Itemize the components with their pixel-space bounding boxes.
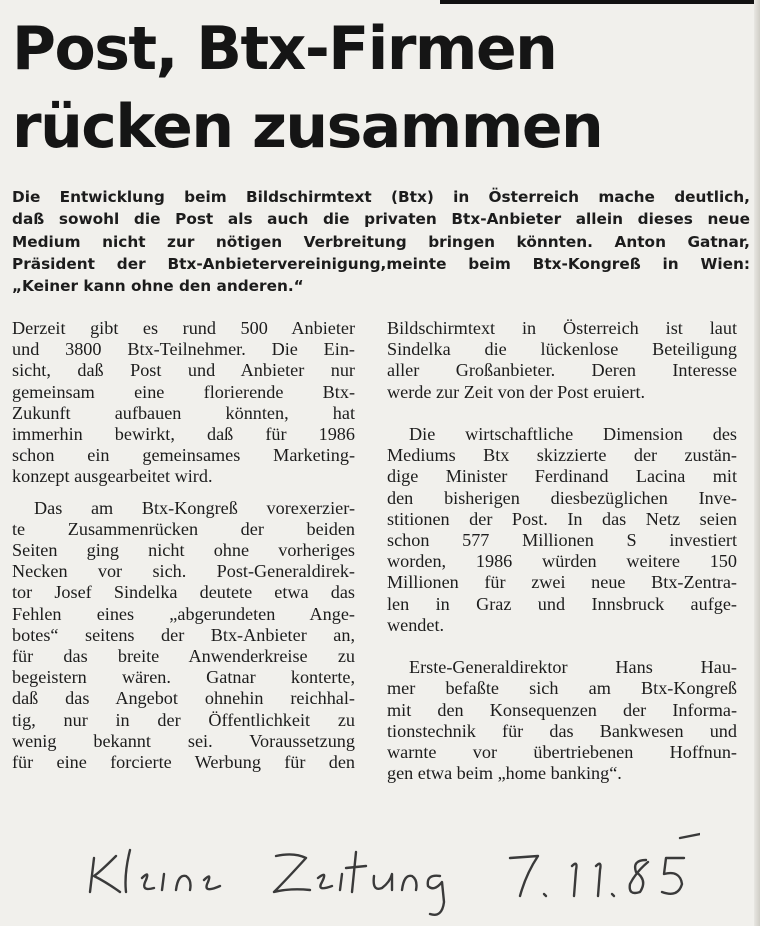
- text-line: gemeinsam eine florierende Btx-: [12, 381, 355, 402]
- lead-line: Die Entwicklung beim Bildschirmtext (Btx) in Österreich mache deutlich,: [12, 188, 750, 206]
- text-line: botes“ seitens der Btx-Anbieter an,: [12, 624, 355, 645]
- text-line: Zukunft aufbauen könnten, hat: [12, 402, 355, 423]
- lead-line: daß sowohl die Post als auch die privaten Btx-Anbieter allein dieses neue: [12, 210, 750, 229]
- text-line: worden, 1986 würden weitere 150: [387, 551, 737, 572]
- text-line: mer befaßte sich am Btx-Kongreß: [387, 678, 737, 699]
- text-line: Das am Btx-Kongreß vorexerzier-: [34, 497, 355, 518]
- text-line: aller Großanbieter. Deren Interesse: [387, 360, 737, 381]
- text-line: Derzeit gibt es rund 500 Anbieter: [12, 318, 355, 338]
- text-line: sicht, daß Post und Anbieter nur: [12, 360, 355, 381]
- handwritten-signature: [80, 830, 700, 920]
- paragraph-gap: [12, 488, 355, 498]
- text-line: tig, nur in der Öffentlichkeit zu: [12, 709, 355, 730]
- lead-line: Präsident der Btx-Anbietervereinigung,meinte beim Btx-Kongreß in Wien:: [12, 254, 750, 273]
- text-line: für eine forcierte Werbung für den: [12, 752, 355, 773]
- right-paragraph-3: [387, 657, 737, 784]
- text-line: wenig bekannt sei. Voraussetzung: [12, 730, 355, 751]
- text-line: gen etwa beim „home banking“.: [387, 763, 622, 784]
- article-column-right: [387, 318, 737, 784]
- text-line: Sindelka die lückenlose Beteiligung: [387, 339, 737, 360]
- text-line: schon 577 Millionen S investiert: [387, 530, 737, 551]
- text-line: Bildschirmtext in Österreich ist laut: [387, 318, 737, 338]
- headline: [12, 10, 748, 166]
- text-line: Fehlen eines „abgerundeten Ange-: [12, 603, 355, 624]
- text-line: werde zur Zeit von der Post eruiert.: [387, 381, 646, 402]
- right-paragraph-2: [387, 424, 737, 636]
- lead-quote-line: „Keiner kann ohne den anderen.“: [12, 277, 304, 296]
- text-line: konzept ausgearbeitet wird.: [12, 466, 213, 487]
- headline-line-2: rücken zusammen: [12, 92, 603, 162]
- text-line: wendet.: [387, 614, 445, 635]
- text-line: immerhin bewirkt, daß für 1986: [12, 424, 355, 445]
- text-line: Millionen für zwei neue Btx-Zentra-: [387, 572, 737, 593]
- text-line: dige Minister Ferdinand Lacina mit: [387, 466, 737, 487]
- text-line: mit den Konsequenzen der Informa-: [387, 699, 737, 720]
- text-line: Erste-Generaldirektor Hans Hau-: [409, 657, 737, 678]
- text-line: den bisherigen diesbezüglichen Inve-: [387, 487, 737, 508]
- right-paragraph-1: [387, 318, 737, 403]
- lead-paragraph: [12, 186, 750, 297]
- article-column-left: [12, 318, 355, 773]
- text-line: daß das Angebot ohnehin reichhal-: [12, 688, 355, 709]
- text-line: tor Josef Sindelka deutete etwa das: [12, 582, 355, 603]
- text-line: te Zusammenrücken der beiden: [12, 518, 355, 539]
- text-line: tionstechnik für das Bankwesen und: [387, 720, 737, 741]
- text-line: Seiten ging nicht ohne vorheriges: [12, 540, 355, 561]
- text-line: stitionen der Post. In das Netz seien: [387, 508, 737, 529]
- text-line: begeistern wären. Gatnar konterte,: [12, 667, 355, 688]
- text-line: warnte vor übertriebenen Hoffnun-: [387, 742, 737, 763]
- text-line: schon ein gemeinsames Marketing-: [12, 445, 355, 466]
- headline-line-1: Post, Btx-Firmen: [12, 14, 557, 84]
- top-edge-line: [440, 0, 760, 4]
- text-line: Necken vor sich. Post-Generaldirek-: [12, 561, 355, 582]
- paragraph-gap: [387, 636, 737, 657]
- text-line: für das breite Anwenderkreise zu: [12, 646, 355, 667]
- lead-line: Medium nicht zur nötigen Verbreitung bringen könnten. Anton Gatnar,: [12, 232, 750, 251]
- text-line: len in Graz und Innsbruck aufge-: [387, 593, 737, 614]
- handwritten-source-note: [0, 820, 760, 926]
- left-paragraph-2: [12, 498, 355, 774]
- text-line: Mediums Btx skizzierte der zustän-: [387, 445, 737, 466]
- paragraph-gap: [387, 403, 737, 424]
- text-line: und 3800 Btx-Teilnehmer. Die Ein-: [12, 339, 355, 360]
- text-line: Die wirtschaftliche Dimension des: [409, 424, 737, 444]
- left-paragraph-1: [12, 318, 355, 488]
- page-edge-shadow: [754, 0, 760, 926]
